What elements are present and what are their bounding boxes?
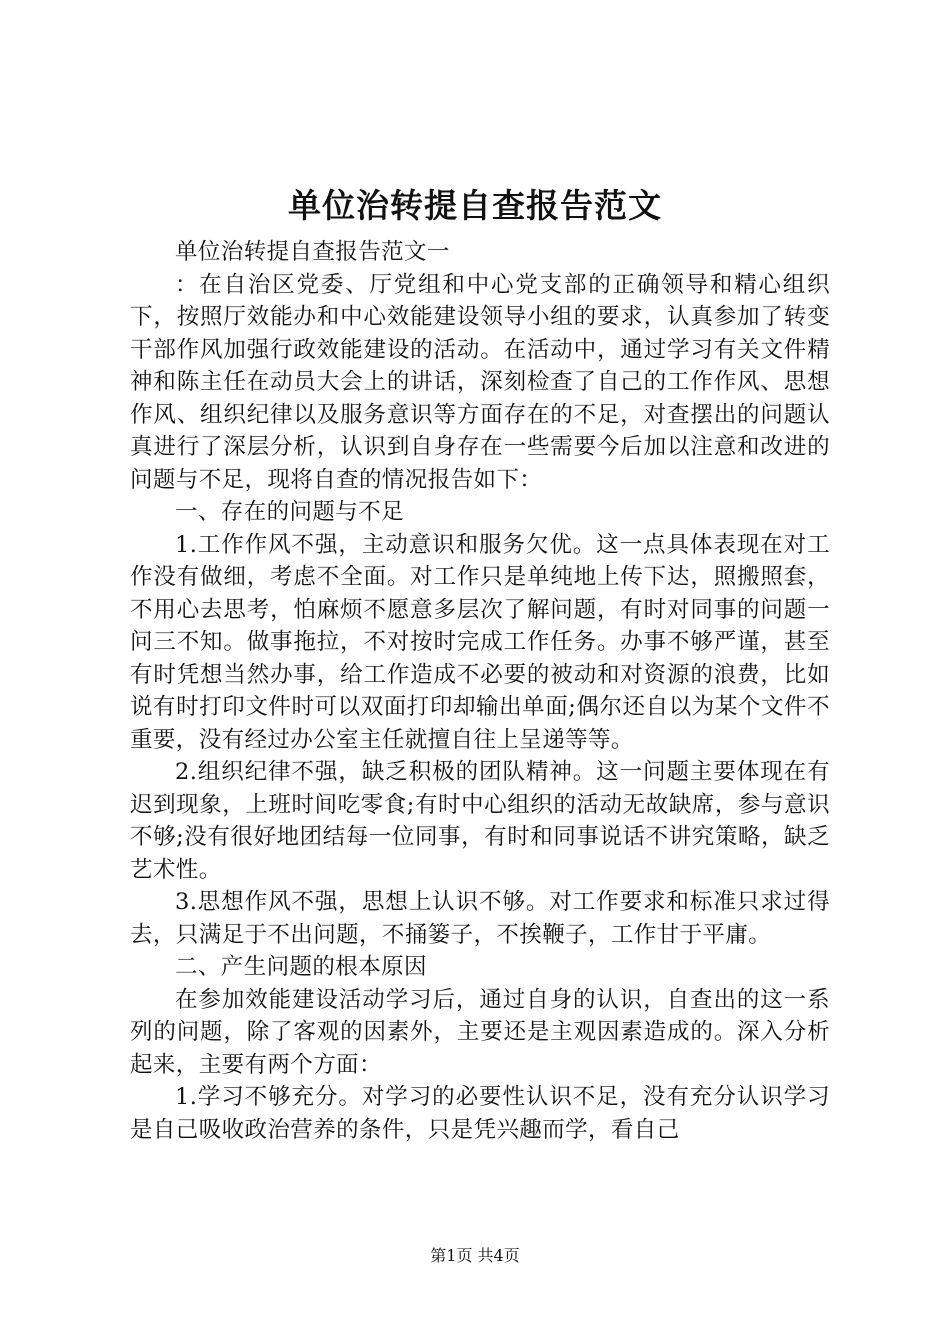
paragraph-problem-2: 2.组织纪律不强，缺乏积极的团队精神。这一问题主要体现在有迟到现象，上班时间吃零食;有时中心组织的活动无故缺席，参与意识不够;没有很好地团结每一位同事，有时和同事说话不讲究策略，缺乏艺术性。 — [130, 759, 830, 883]
page-number-footer: 第1页 共4页 — [430, 1246, 520, 1265]
paragraph-causes-intro: 在参加效能建设活动学习后，通过自身的认识，自查出的这一系列的问题，除了客观的因素外，主要还是主观因素造成的。深入分析起来，主要有两个方面： — [130, 986, 830, 1078]
paragraph-subtitle: 单位治转提自查报告范文一 — [175, 239, 450, 265]
document-title: 单位治转提自查报告范文 — [288, 186, 662, 225]
paragraph-intro: ：在自治区党委、厅党组和中心党支部的正确领导和精心组织下，按照厅效能办和中心效能建设领导小组的要求，认真参加了转变干部作风加强行政效能建设的活动。在活动中，通过学习有关文件精神和陈主任在动员大会上的讲话，深刻检查了自己的工作作风、思想作风、组织纪律以及服务意识等方面存在的不足，对查摆出的问题认真进行了深层分析，认识到自身存在一些需要今后加以注意和改进的问题与不足，现将自查的情况报告如下： — [130, 271, 830, 493]
paragraph-cause-1: 1.学习不够充分。对学习的必要性认识不足，没有充分认识学习是自己吸收政治营养的条件，只是凭兴趣而学，看自己 — [130, 1084, 830, 1143]
paragraph-problem-3: 3.思想作风不强，思想上认识不够。对工作要求和标准只求过得去，只满足于不出问题，不捅篓子，不挨鞭子，工作甘于平庸。 — [130, 889, 830, 948]
document-body — [130, 236, 830, 1146]
section-heading-causes: 二、产生问题的根本原因 — [175, 954, 427, 980]
section-heading-problems: 一、存在的问题与不足 — [175, 499, 405, 525]
paragraph-problem-1: 1.工作作风不强，主动意识和服务欠优。这一点具体表现在对工作没有做细，考虑不全面。对工作只是单纯地上传下达，照搬照套，不用心去思考，怕麻烦不愿意多层次了解问题，有时对同事的问题一问三不知。做事拖拉，不对按时完成工作任务。办事不够严谨，甚至有时凭想当然办事，给工作造成不必要的被动和对资源的浪费，比如说有时打印文件时可以双面打印却输出单面;偶尔还自以为某个文件不重要，没有经过办公室主任就擅自往上呈递等等。 — [130, 531, 830, 753]
